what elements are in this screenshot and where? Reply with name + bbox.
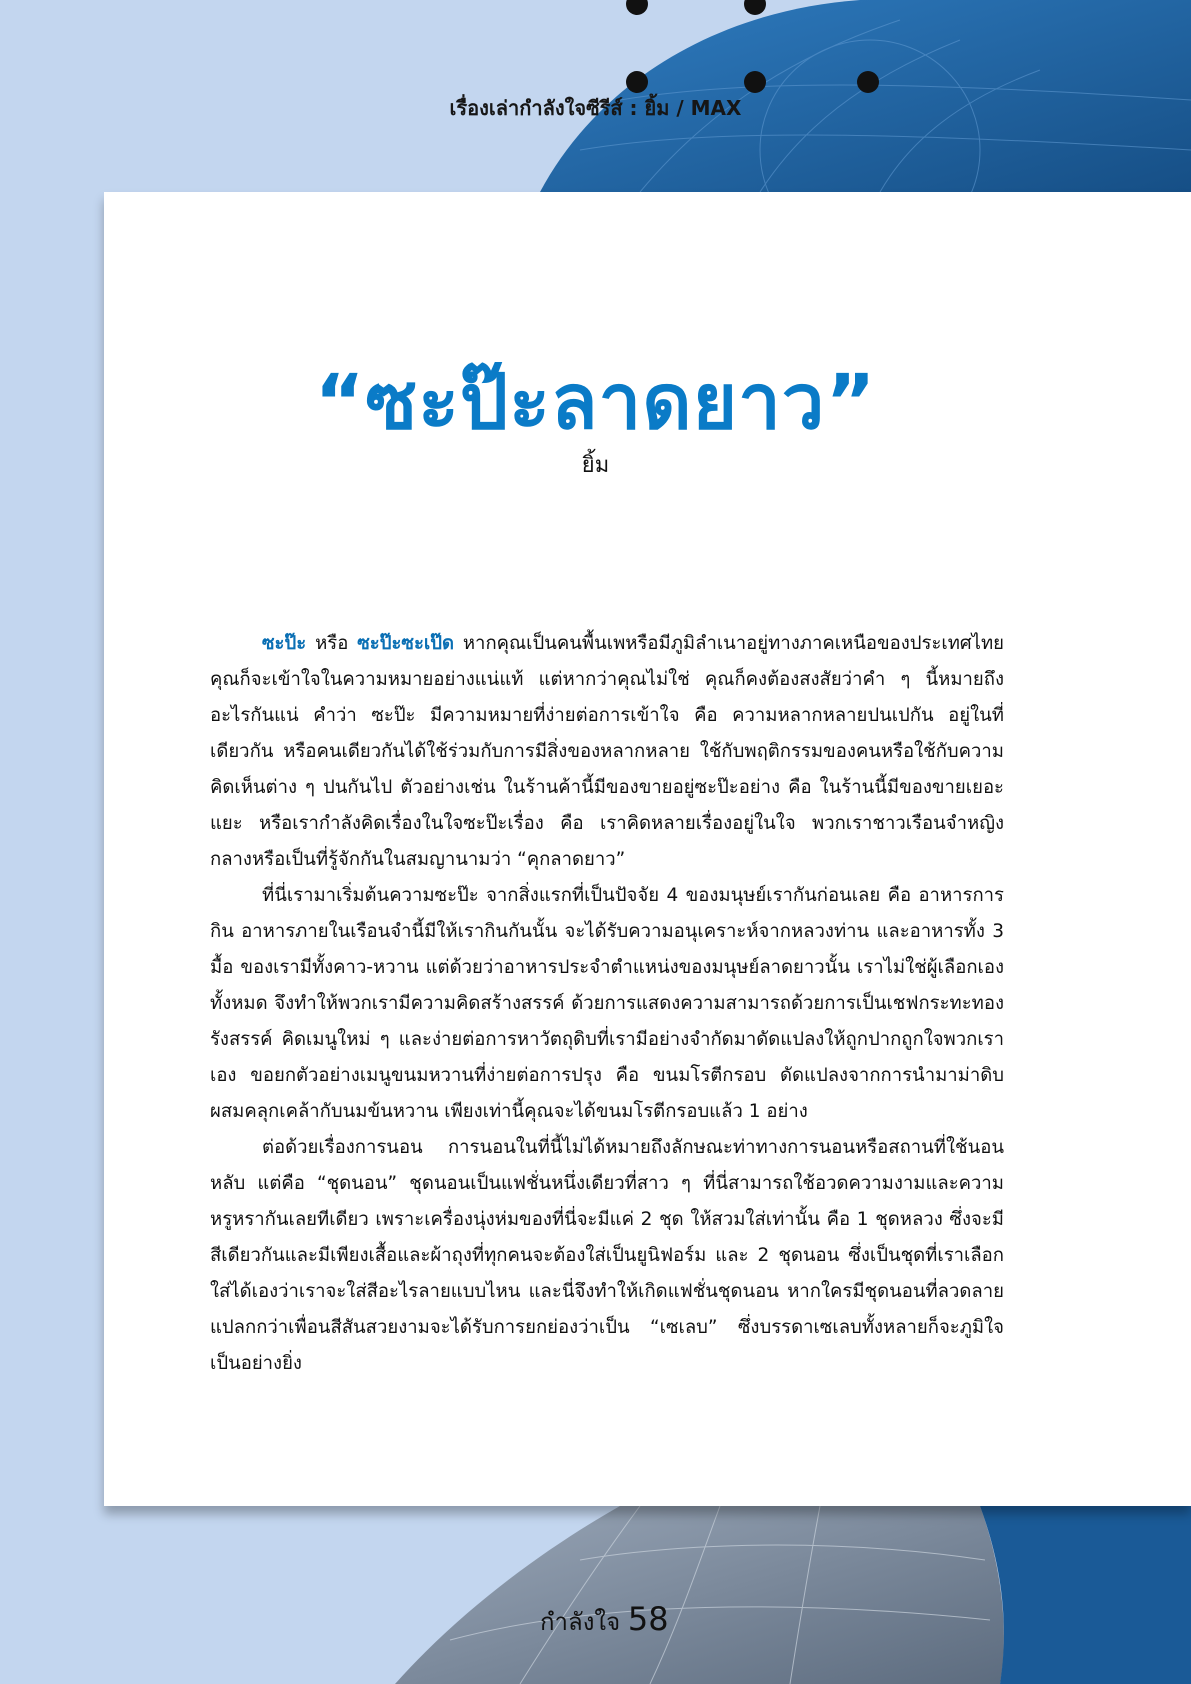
- paragraph-1: [210, 626, 1004, 878]
- highlight-term: ซะป๊ะ: [262, 633, 307, 654]
- article-title: “ซะป๊ะลาดยาว”: [314, 357, 877, 446]
- page-footer: [540, 1600, 669, 1641]
- page-number: 58: [627, 1600, 669, 1638]
- footer-label: กำลังใจ: [540, 1608, 621, 1636]
- paragraph-text: หากคุณเป็นคนพื้นเพหรือมีภูมิลำเนาอยู่ทางภาคเหนือของประเทศไทย คุณก็จะเข้าใจในความหมายอย่างแน่แท้ แต่หากว่าคุณไม่ใช่ คุณก็คงต้องสงสัยว่าคำ ๆ นี้หมายถึงอะไรกันแน่ คำว่า ซะป๊ะ มีความหมายที่ง่ายต่อการเข้าใจ คือ ความหลากหลายปนเปกัน อยู่ในที่เดียวกัน หรือคนเดียวกันได้ใช้ร่วมกับการมีสิ่งของหลากหลาย ใช้กับพฤติกรรมของคนหรือใช้กับความคิดเห็นต่าง ๆ ปนกันไป ตัวอย่างเช่น ในร้านค้านี้มีของขายอยู่ซะป๊ะอย่าง คือ ในร้านนี้มีของขายเยอะแยะ หรือเรากำลังคิดเรื่องในใจซะป๊ะเรื่อง คือ เราคิดหลายเรื่องอยู่ในใจ พวกเราชาวเรือนจำหญิงกลางหรือเป็นที่รู้จักกันในสมญานามว่า “คุกลาดยาว”: [210, 633, 1004, 870]
- article-body: [210, 626, 1004, 1382]
- bottom-decor-grey: [395, 1506, 1004, 1684]
- series-header: เรื่องเล่ากำลังใจซีรีส์ : ยิ้ม / MAX: [449, 96, 742, 120]
- bottom-decor-blue: [980, 1506, 1191, 1684]
- paragraph-3: ต่อด้วยเรื่องการนอน การนอนในที่นี้ไม่ได้หมายถึงลักษณะท่าทางการนอนหรือสถานที่ใช้นอนหลับ แต่คือ “ชุดนอน” ชุดนอนเป็นแฟชั่นหนึ่งเดียวที่สาว ๆ ที่นี่สามารถใช้อวดความงามและความหรูหรากันเลยทีเดียว เพราะเครื่องนุ่งห่มของที่นี่จะมีแค่ 2 ชุด ให้สวมใส่เท่านั้น คือ 1 ชุดหลวง ซึ่งจะมีสีเดียวกันและมีเพียงเสื้อและผ้าถุงที่ทุกคนจะต้องใส่เป็นยูนิฟอร์ม และ 2 ชุดนอน ซึ่งเป็นชุดที่เราเลือกใส่ได้เองว่าเราจะใส่สีอะไรลายแบบไหน และนี่จึงทำให้เกิดแฟชั่นชุดนอน หากใครมีชุดนอนที่ลวดลายแปลกกว่าเพื่อนสีสันสวยงามจะได้รับการยกย่องว่าเป็น “เซเลบ” ซึ่งบรรดาเซเลบทั้งหลายก็จะภูมิใจเป็นอย่างยิ่ง: [210, 1137, 1004, 1374]
- paragraph-2: ที่นี่เรามาเริ่มต้นความซะป๊ะ จากสิ่งแรกที่เป็นปัจจัย 4 ของมนุษย์เรากันก่อนเลย คือ อาหารการกิน อาหารภายในเรือนจำนี้มีให้เรากินกันนั้น จะได้รับความอนุเคราะห์จากหลวงท่าน และอาหารทั้ง 3 มื้อ ของเรามีทั้งคาว-หวาน แต่ด้วยว่าอาหารประจำตำแหน่งของมนุษย์ลาดยาวนั้น เราไม่ใช่ผู้เลือกเองทั้งหมด จึงทำให้พวกเรามีความคิดสร้างสรรค์ ด้วยการแสดงความสามารถด้วยการเป็นเชฟกระทะทอง รังสรรค์ คิดเมนูใหม่ ๆ และง่ายต่อการหาวัตถุดิบที่เรามีอย่างจำกัดมาดัดแปลงให้ถูกปากถูกใจพวกเราเอง ขอยกตัวอย่างเมนูขนมหวานที่ง่ายต่อการปรุง คือ ขนมโรตีกรอบ ดัดแปลงจากการนำมาม่าดิบผสมคลุกเคล้ากับนมข้นหวาน เพียงเท่านี้คุณจะได้ขนมโรตีกรอบแล้ว 1 อย่าง: [210, 885, 1004, 1122]
- connector-text: หรือ: [306, 633, 358, 654]
- article-author: ยิ้ม: [581, 453, 610, 478]
- highlight-term: ซะป๊ะซะเป๊ด: [357, 633, 454, 654]
